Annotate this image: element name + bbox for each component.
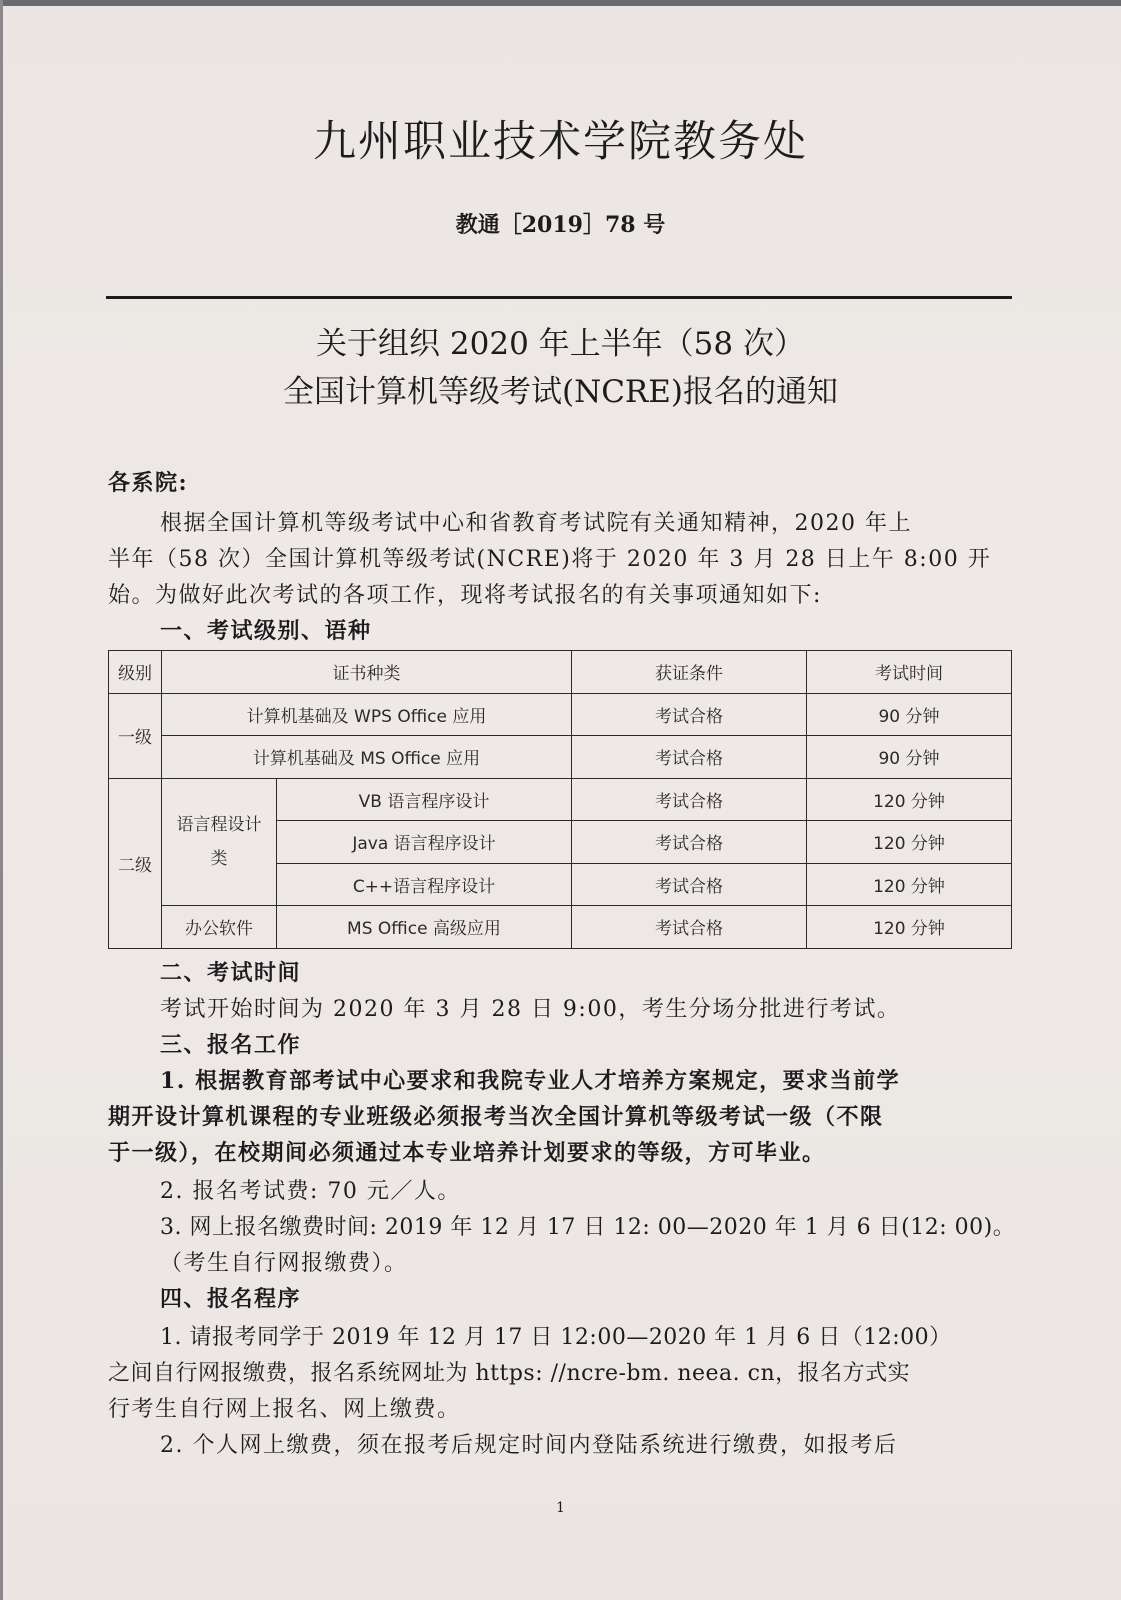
notice-title-line1: 关于组织 2020 年上半年（58 次） [316, 326, 805, 362]
section-heading-2: 二、考试时间 [160, 960, 302, 986]
intro-line: 半年（58 次）全国计算机等级考试(NCRE)将于 2020 年 3 月 28 日上午 8:00 开 [108, 547, 992, 572]
procedure-line: 2. 个人网上缴费，须在报考后规定时间内登陆系统进行缴费，如报考后 [160, 1433, 898, 1458]
duration-cell: 90 分钟 [807, 693, 1012, 736]
requirement-line: 1. 根据教育部考试中心要求和我院专业人才培养方案规定，要求当前学 [160, 1068, 901, 1094]
registration-time-text: 3. 网上报名缴费时间: 2019 年 12 月 17 日 12: 00—2020 年 1 月 6 日(12: 00)。 [160, 1215, 1016, 1240]
procedure-line: 行考生自行网上报名、网上缴费。 [108, 1397, 461, 1422]
condition-cell: 考试合格 [572, 693, 807, 736]
condition-cell: 考试合格 [572, 863, 807, 906]
procedure-line: 之间自行网报缴费，报名系统网址为 https: //ncre-bm. neea. cn，报名方式实 [108, 1361, 911, 1386]
section-heading-4: 四、报名程序 [160, 1286, 302, 1312]
level-cell: 一级 [109, 693, 162, 778]
duration-cell: 120 分钟 [807, 863, 1012, 906]
duration-cell: 120 分钟 [807, 906, 1012, 949]
requirement-line: 期开设计算机课程的专业班级必须报考当次全国计算机等级考试一级（不限 [108, 1104, 884, 1130]
procedure-line: 1. 请报考同学于 2019 年 12 月 17 日 12:00—2020 年 1 月 6 日（12:00） [160, 1325, 952, 1350]
cert-cell: 计算机基础及 MS Office 应用 [162, 736, 572, 779]
intro-line: 始。为做好此次考试的各项工作，现将考试报名的有关事项通知如下: [108, 583, 822, 608]
fee-text: 2. 报名考试费: 70 元／人。 [160, 1179, 461, 1204]
condition-cell: 考试合格 [572, 821, 807, 864]
table-header-cell: 获证条件 [572, 651, 807, 694]
requirement-line: 于一级），在校期间必须通过本专业培养计划要求的等级，方可毕业。 [108, 1140, 826, 1166]
issuing-organization: 九州职业技术学院教务处 [313, 117, 808, 167]
condition-cell: 考试合格 [572, 906, 807, 949]
page-left-edge [0, 0, 3, 1600]
page-top-edge [0, 0, 1121, 6]
page-number: 1 [556, 1500, 565, 1516]
table-header-cell: 考试时间 [807, 651, 1012, 694]
cert-cell: VB 语言程序设计 [277, 778, 572, 821]
table-row [109, 693, 1012, 736]
table-row [109, 906, 1012, 949]
group-cell: 办公软件 [162, 906, 277, 949]
table-header-cell: 证书种类 [162, 651, 572, 694]
salutation: 各系院: [108, 470, 189, 496]
cert-cell: 计算机基础及 WPS Office 应用 [162, 693, 572, 736]
duration-cell: 90 分钟 [807, 736, 1012, 779]
section-heading-1: 一、考试级别、语种 [160, 618, 372, 644]
table-header-cell: 级别 [109, 651, 162, 694]
cert-cell: MS Office 高级应用 [277, 906, 572, 949]
intro-line: 根据全国计算机等级考试中心和省教育考试院有关通知精神，2020 年上 [160, 511, 912, 536]
section-heading-3: 三、报名工作 [160, 1032, 302, 1058]
cert-cell: Java 语言程序设计 [277, 821, 572, 864]
exam-time-text: 考试开始时间为 2020 年 3 月 28 日 9:00，考生分场分批进行考试。 [160, 997, 901, 1022]
condition-cell: 考试合格 [572, 736, 807, 779]
group-cell: 语言程设计类 [162, 778, 277, 906]
condition-cell: 考试合格 [572, 778, 807, 821]
registration-time-note: （考生自行网报缴费）。 [160, 1251, 408, 1276]
level-cell: 二级 [109, 778, 162, 948]
duration-cell: 120 分钟 [807, 821, 1012, 864]
table-row [109, 778, 1012, 821]
exam-level-table [108, 650, 1012, 949]
header-divider [106, 296, 1012, 299]
duration-cell: 120 分钟 [807, 778, 1012, 821]
table-header-row [109, 651, 1012, 694]
cert-cell: C++语言程序设计 [277, 863, 572, 906]
table-row [109, 736, 1012, 779]
notice-title-line2: 全国计算机等级考试(NCRE)报名的通知 [282, 374, 838, 410]
document-number: 教通［2019］78 号 [455, 212, 666, 238]
